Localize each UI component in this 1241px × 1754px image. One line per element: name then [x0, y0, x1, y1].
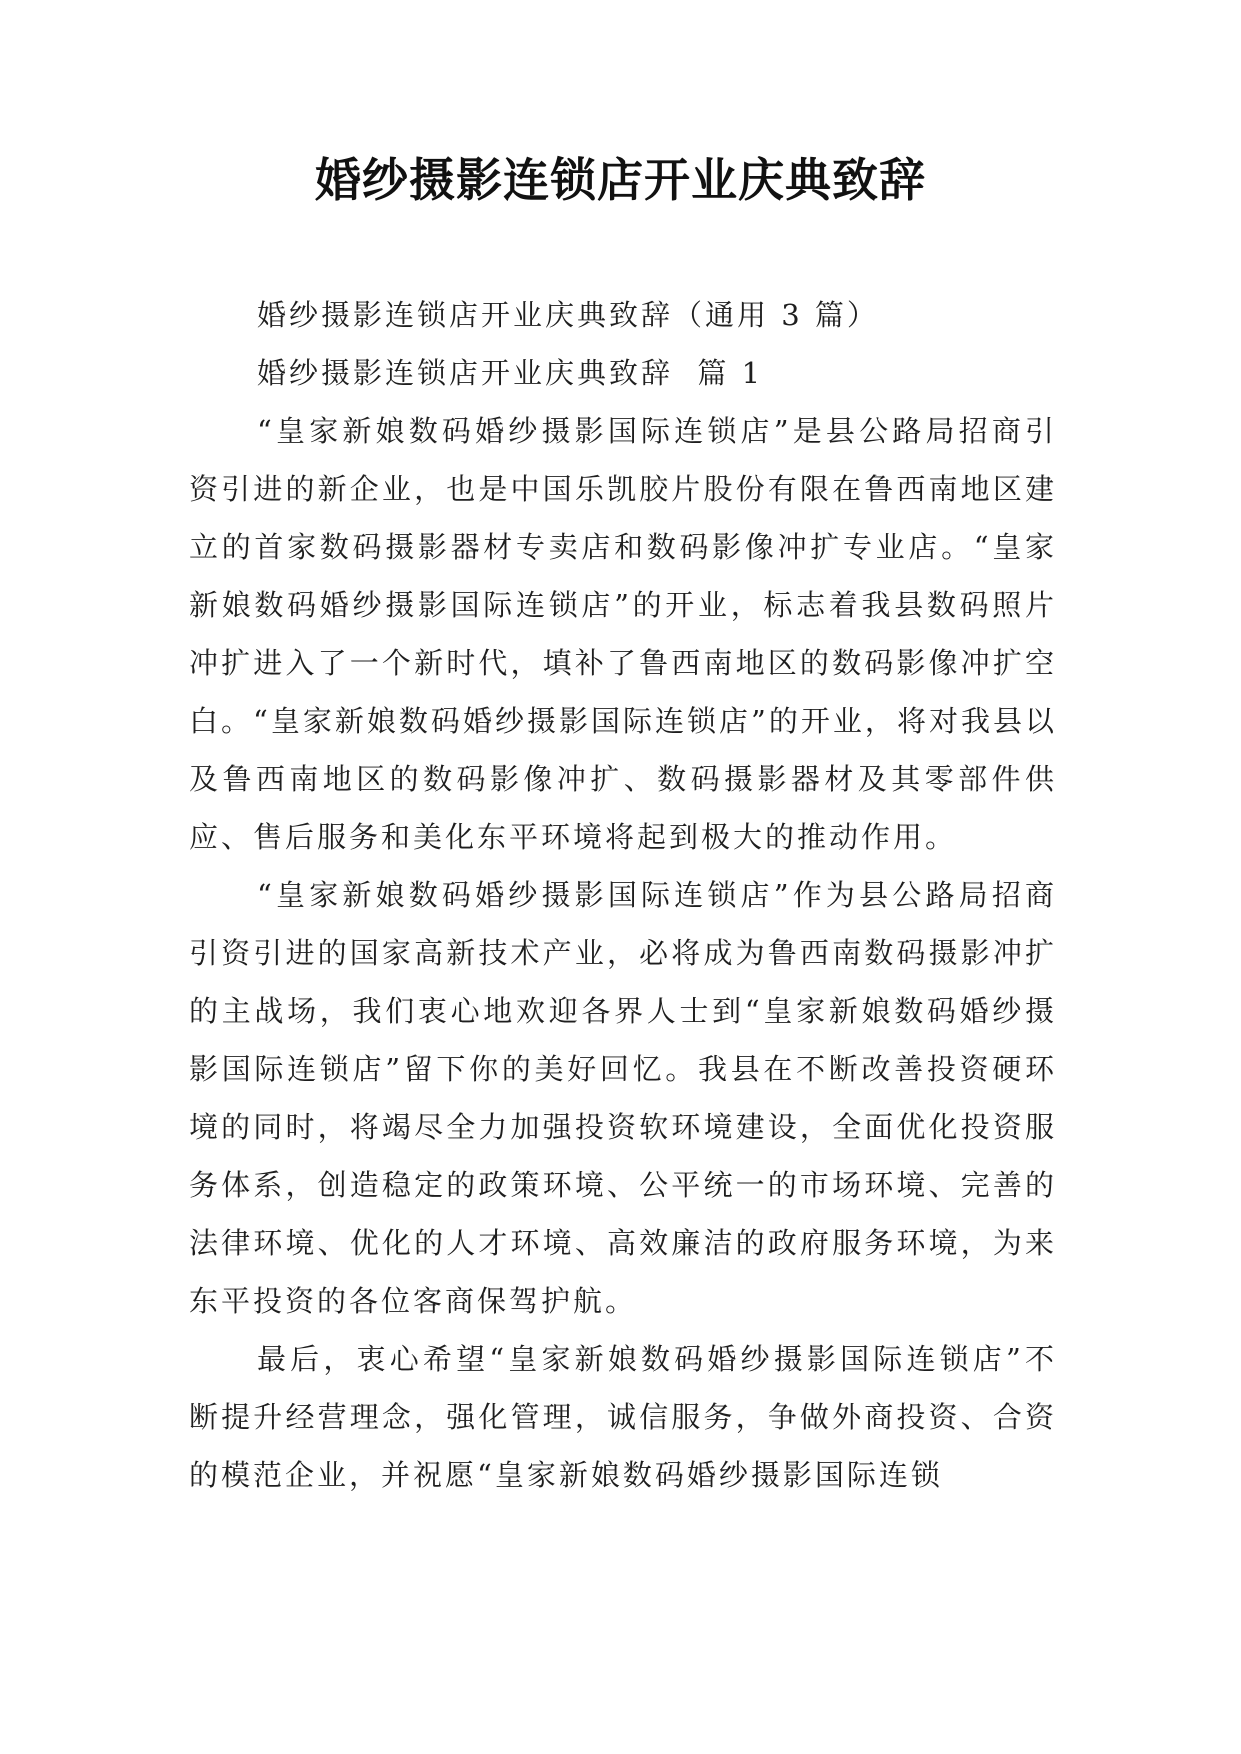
document-title: 婚纱摄影连锁店开业庆典致辞	[315, 153, 926, 207]
paragraph: “皇家新娘数码婚纱摄影国际连锁店”是县公路局招商引资引进的新企业，也是中国乐凯胶片股份有限在鲁西南地区建立的首家数码摄影器材专卖店和数码影像冲扩专业店。“皇家新娘数码婚纱摄影国际连锁店”的开业，标志着我县数码照片冲扩进入了一个新时代，填补了鲁西南地区的数码影像冲扩空白。“皇家新娘数码婚纱摄影国际连锁店”的开业，将对我县以及鲁西南地区的数码影像冲扩、数码摄影器材及其零部件供应、售后服务和美化东平环境将起到极大的推动作用。	[189, 414, 1057, 854]
paragraph: “皇家新娘数码婚纱摄影国际连锁店”作为县公路局招商引资引进的国家高新技术产业，必将成为鲁西南数码摄影冲扩的主战场，我们衷心地欢迎各界人士到“皇家新娘数码婚纱摄影国际连锁店”留下你的美好回忆。我县在不断改善投资硬环境的同时，将竭尽全力加强投资软环境建设，全面优化投资服务体系，创造稳定的政策环境、公平统一的市场环境、完善的法律环境、优化的人才环境、高效廉洁的政府服务环境，为来东平投资的各位客商保驾护航。	[189, 878, 1057, 1318]
document-subtitle: 婚纱摄影连锁店开业庆典致辞（通用 3 篇）	[257, 298, 879, 332]
document-body	[189, 286, 1057, 1504]
section-heading: 婚纱摄影连锁店开业庆典致辞 篇 1	[257, 356, 764, 390]
paragraph: 最后，衷心希望“皇家新娘数码婚纱摄影国际连锁店”不断提升经营理念，强化管理，诚信服务，争做外商投资、合资的模范企业，并祝愿“皇家新娘数码婚纱摄影国际连锁	[189, 1342, 1057, 1492]
